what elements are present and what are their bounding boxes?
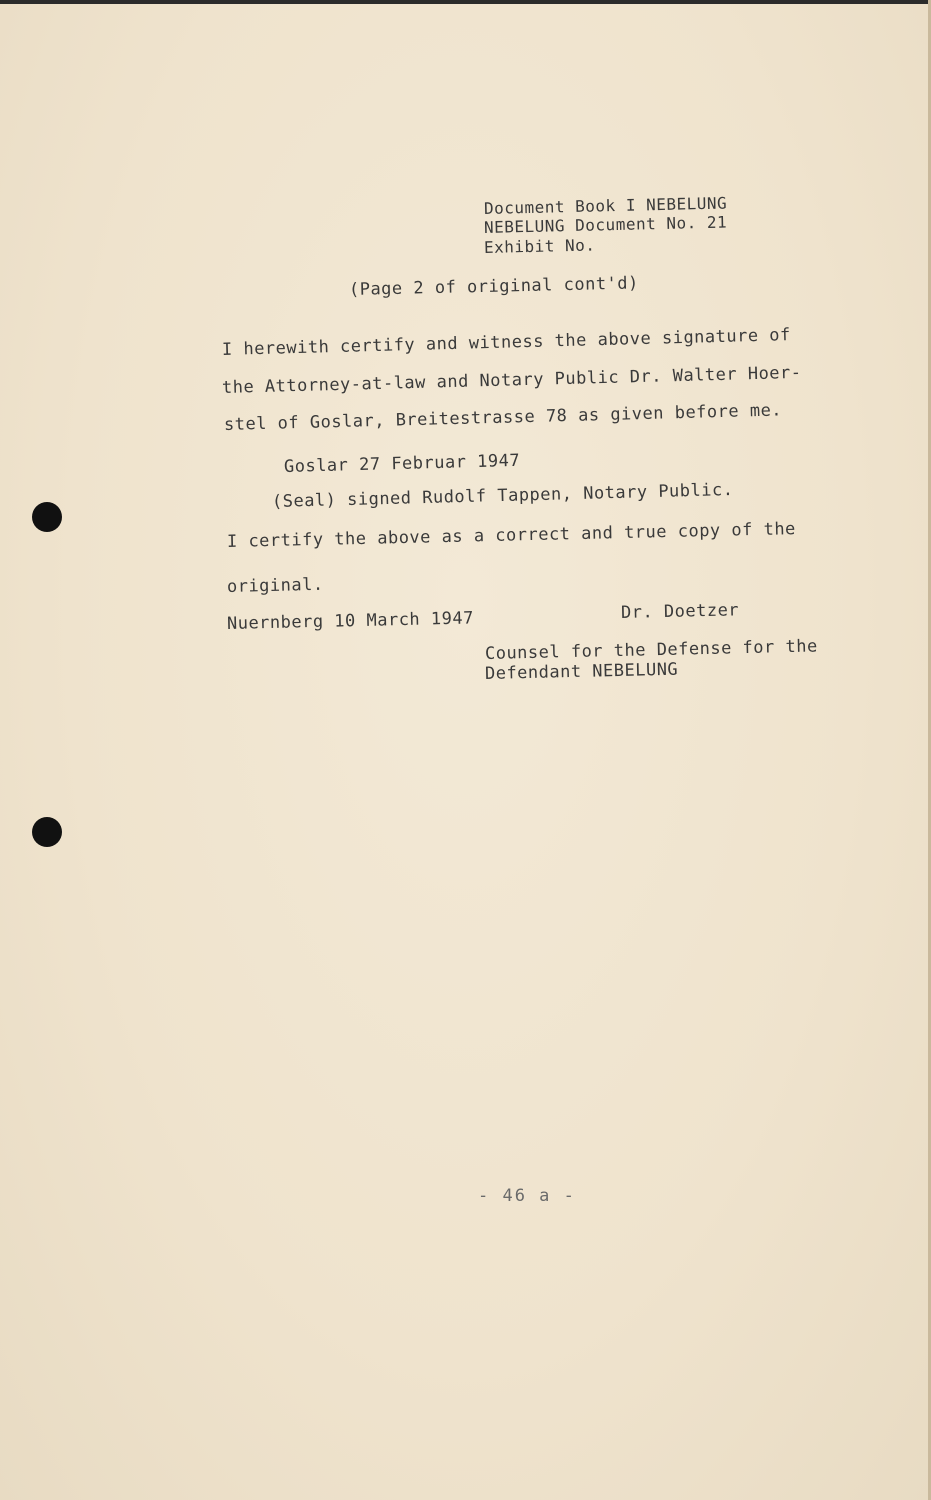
page-number: - 46 a - (478, 1186, 576, 1206)
exhibit-label: Exhibit No. (483, 235, 596, 257)
copy-signer-name: Dr. Doetzer (620, 600, 740, 623)
seal-signature-line: (Seal) signed Rudolf Tappen, Notary Public. (271, 479, 734, 512)
punch-hole-top (32, 502, 62, 532)
document-book-label: Document Book I NEBELUNG (483, 193, 728, 218)
certification-place-date: Goslar 27 Februar 1947 (283, 450, 521, 477)
copy-certification-line-1: I certify the above as a correct and true copy of the (226, 519, 797, 552)
copy-certification-line-2: original. (226, 574, 324, 597)
counsel-line-1: Counsel for the Defense for the (484, 636, 818, 664)
certification-line-2: the Attorney-at-law and Notary Public Dr. Walter Hoer- (221, 362, 802, 398)
certification-line-1: I herewith certify and witness the above signature of (221, 325, 792, 360)
page-continuation-note: (Page 2 of original cont'd) (348, 273, 639, 300)
counsel-line-2: Defendant NEBELUNG (484, 659, 679, 684)
copy-place-date: Nuernberg 10 March 1947 (226, 608, 475, 634)
page-top-edge (0, 0, 931, 4)
punch-hole-bottom (32, 817, 62, 847)
document-number-label: NEBELUNG Document No. 21 (483, 212, 728, 237)
certification-line-3: stel of Goslar, Breitestrasse 78 as given before me. (223, 400, 783, 435)
